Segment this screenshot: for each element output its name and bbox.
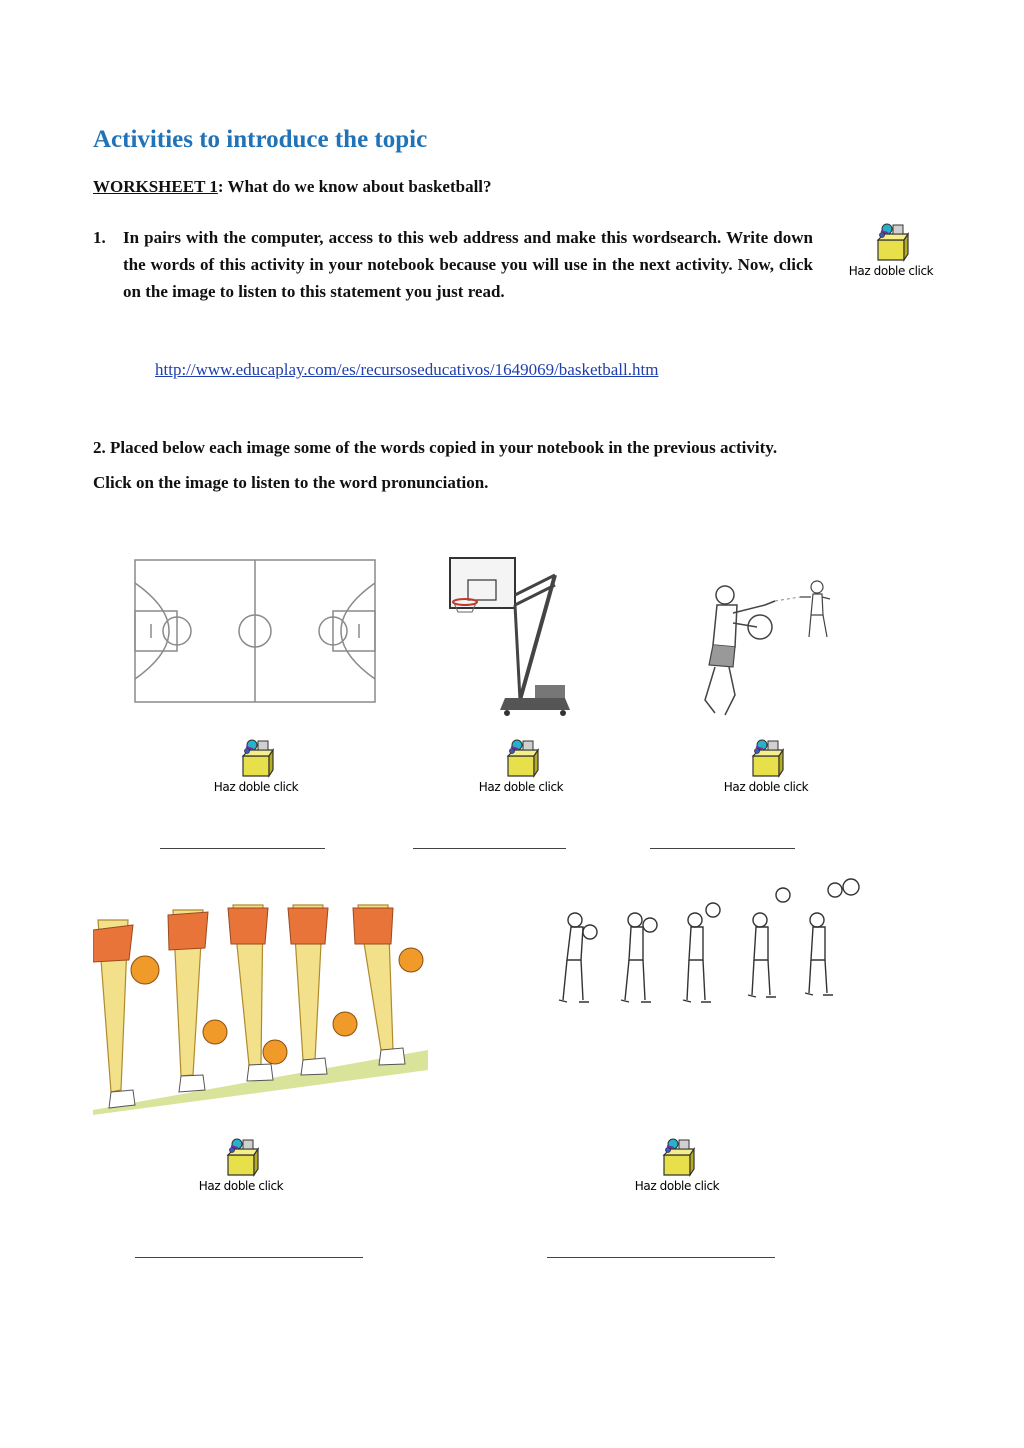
package-icon-dribbling[interactable] <box>176 1137 306 1197</box>
answer-line[interactable] <box>135 1257 363 1258</box>
package-icon <box>658 1137 696 1179</box>
package-icon-pass[interactable] <box>701 738 831 798</box>
package-label: Haz doble click <box>848 264 934 278</box>
package-icon <box>222 1137 260 1179</box>
answer-line[interactable] <box>413 848 566 849</box>
players-passing-image <box>695 575 845 720</box>
wordsearch-link[interactable]: http://www.educaplay.com/es/recursoseducativos/1649069/basketball.htm <box>155 360 659 379</box>
package-label: Haz doble click <box>634 1179 720 1193</box>
package-icon <box>872 222 910 264</box>
package-icon <box>237 738 275 780</box>
basketball-hoop-image <box>435 550 585 720</box>
worksheet-question: : What do we know about basketball? <box>217 177 492 196</box>
package-icon <box>502 738 540 780</box>
activity-1 <box>93 224 813 305</box>
package-icon-hoop[interactable] <box>456 738 586 798</box>
package-label: Haz doble click <box>478 780 564 794</box>
answer-line[interactable] <box>650 848 795 849</box>
package-label: Haz doble click <box>213 780 299 794</box>
answer-line[interactable] <box>160 848 325 849</box>
legs-dribbling-image <box>93 900 428 1115</box>
jump-shot-sequence-image <box>545 875 880 1020</box>
page-heading: Activities to introduce the topic <box>93 126 428 153</box>
package-icon-statement[interactable] <box>826 222 956 282</box>
activity-1-text: In pairs with the computer, access to this web address and make this wordsearch. Write down the words of this activity in your notebook because you will use in the next activity. Now, click on the image to listen to this statement you just read. <box>123 228 813 301</box>
activity-2-line-1: 2. Placed below each image some of the words copied in your notebook in the previous activity. <box>93 438 778 457</box>
package-icon-shot[interactable] <box>612 1137 742 1197</box>
worksheet-title <box>93 177 492 197</box>
answer-line[interactable] <box>547 1257 775 1258</box>
activity-2-line-2: Click on the image to listen to the word pronunciation. <box>93 473 489 492</box>
activity-2 <box>93 430 943 500</box>
package-label: Haz doble click <box>723 780 809 794</box>
basketball-court-image <box>115 548 380 718</box>
package-label: Haz doble click <box>198 1179 284 1193</box>
package-icon <box>747 738 785 780</box>
activity-1-number: 1. <box>93 228 106 247</box>
package-icon-court[interactable] <box>191 738 321 798</box>
worksheet-label: WORKSHEET 1 <box>93 177 218 196</box>
